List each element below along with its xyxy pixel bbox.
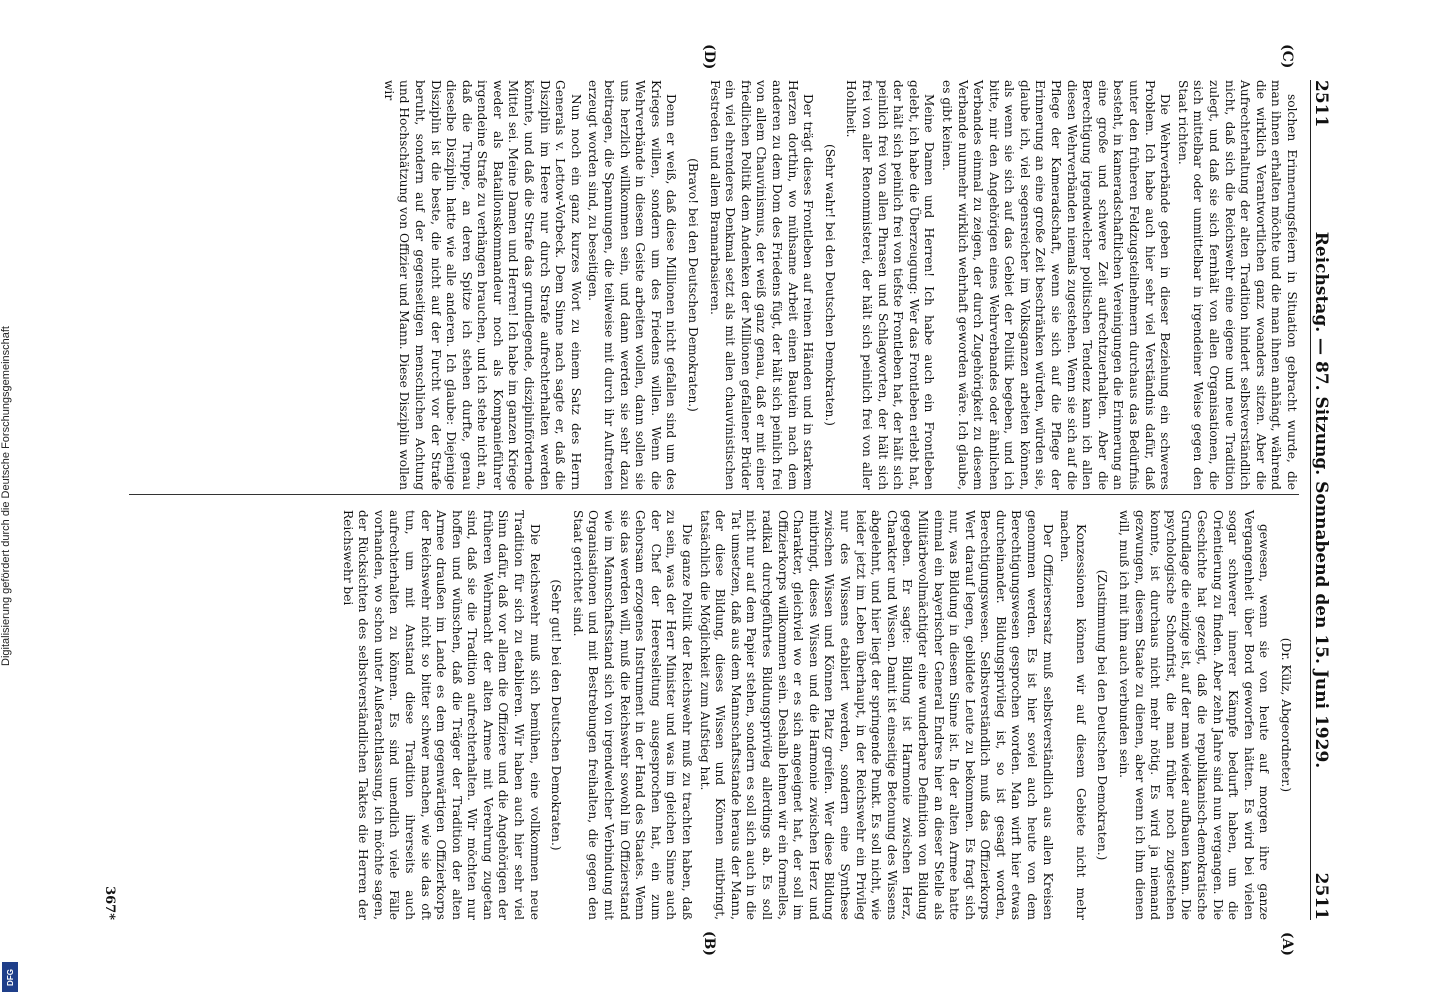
paragraph: (Sehr wahr! bei den Deutschen Demokraten.) (822, 143, 837, 427)
paragraph: (Sehr gut! bei den Deutschen Demokraten.) (549, 579, 564, 851)
page-number-left: 2511 (1311, 80, 1331, 128)
paragraph: solchen Erinnerungsfeiern in Situation gebracht wurde, die man ihnen erhalten möchte und die man ihnen anhängt, während die wirklich Verantwortlichen ganz woanders sitzen. Aber die Aufrechterhaltung der alten Tradition hindert selbstverständlich nicht, daß sich die Reichswehr eine eigene und neue Tradition zulegt, und daß sie sich fernhält von allen Organisationen, die sich mittelbar oder unmittelbar in irgendeiner Weise gegen den Staat richten. (1175, 80, 1299, 490)
paragraph: Die Reichswehr muß sich bemühen, eine vollkommen neue Tradition für sich zu etablieren. Wir haben auch hier sehr viel Sinn dafür, daß vor allem die Offiziere und die Angehörigen der früheren Wehrmacht der alten Armee mit Verehrung zugetan sind, daß sie die Tradition aufrechterhalten. Wir möchten nur hoffen und wünschen, daß die Träger der Tradition der alten Armee draußen im Lande es dem gegenwärtigen Offizierkorps der Reichswehr nicht so bitter schwer machen, wie sie das oft tun, um mit Anstand diese Tradition ihrerseits auch aufrechterhalten zu können. Es sind unendlich viele Fälle vorhanden, wo schon unter Außerachtlassung, ich möchte sagen, der Rücksichten des selbstverständlichen Taktes die Herren der Reichswehr bei (340, 510, 542, 920)
footer-page-number: 367* (102, 886, 117, 920)
paragraph: Denn er weiß, daß diese Millionen nicht gefallen sind um des Krieges willen, sondern um des Friedens willen. Wenn die Wehrverbände in diesem Geiste arbeiten wollen, dann sollen sie uns herzlich willkommen sein, und dann werden sie sehr dazu beitragen, die Spannungen, die teilweise mit durch ihr Auftreten erzeugt worden sind, zu beseitigen. (586, 80, 679, 490)
left-column (378, 80, 1299, 490)
paragraph: Der Offiziersersatz muß selbstverständlich aus allen Kreisen genommen werden. Es ist hier soviel auch heute von dem Berechtigungswesen gesprochen worden. Man wirft hier etwas durcheinander. Bildungsprivileg ist, so ist gesagt worden, Berechtigungswesen. Selbstverständlich muß das Offizierkorps Wert darauf legen, gebildete Leute zu bekommen. Es fragt sich nur, was Bildung in diesem Sinne ist. In der alten Armee hatte einmal ein bayerischer General Endres hier an dieser Stelle als Militärbevollmächtigter eine wunderbare Definition von Bildung gegeben. Er sagte: Bildung ist Harmonie zwischen Herz, Charakter und Wissen. Damit ist einseitige Betonung des Wissens abgelehnt, und hier liegt der springende Punkt. Es soll nicht, wie leider jetzt im Leben überhaupt, in der Reichswehr ein Privileg nur des Wissens etabliert werden, sondern eine Synthese zwischen Wissen und Können Platz greifen. Wer diese Bildung mitbringt, dieses Wissen und die Harmonie zwischen Herz und Charakter, gleichviel wo er es sich angeeignet hat, der soll im Offizierkorps willkommen sein. Deshalb lehnen wir ein formelles, radikal durchgeführtes Bildungsprivileg allerdings ab. Es soll nicht nur auf dem Papier stehen, sondern es soll sich auch in die Tat umsetzen, daß aus dem Mannschaftsstande heraus der Mann, der diese Bildung, dieses Wissen und Können mitbringt, tatsächlich die Möglichkeit zum Aufstieg hat. (697, 510, 1055, 920)
header-title: Reichstag. — 87. Sitzung. Sonnabend den 15. Juni 1929. (1311, 231, 1331, 769)
paragraph: Meine Damen und Herren! Ich habe auch ein Frontleben gelebt, ich habe die Überzeugung: Wer das Frontleben erlebt hat, der hält sich peinlich frei von tiefste Frontleben hat, der hält sich peinlich frei von allen Phrasen und Schlagworten, der hält sich frei von aller Renommisterei, der hält sich peinlich frei von aller Hohlheit. (844, 80, 937, 490)
paragraph: (Dr. Külz, Abgeordneter.) (1279, 637, 1293, 793)
paragraph: Die ganze Politik der Reichswehr muß zu trachten haben, daß zu sein, was der Herr Minister und was im gleichen Sinne auch der Chef der Heeresleitung ausgesprochen hat, ein zum Gehorsam erzogenes Instrument in der Hand des Staates. Wenn sie das werden will, muß die Reichswehr sowohl im Offizierstand wie im Mannschaftsstand sich von irgendwelcher Verbindung mit Organisationen und mit Bestrebungen freihalten, die gegen den Staat gerichtet sind. (570, 510, 695, 920)
paragraph: (Zustimmung bei den Deutschen Demokraten.) (1095, 569, 1110, 861)
margin-marker-d: (D) (701, 44, 717, 70)
dfg-logo-text: DFG (5, 968, 15, 986)
dfg-logo (2, 962, 18, 992)
margin-marker-b: (B) (701, 930, 717, 956)
paragraph: Konzessionen können wir auf diesem Gebiete nicht mehr machen. (1058, 510, 1088, 920)
margin-marker-c: (C) (1279, 44, 1295, 69)
paragraph: Der trägt dieses Frontleben auf reinen Händen und in starkem Herzen dorthin, wo mühsame Arbeit einen Bautein nach dem anderen zu dem Dom des Friedens fügt, der hält sich peinlich frei von allem Chauvinismus, der weiß ganz genau, daß er mit einer friedlichen Politik dem Andenken der Millionen gefallener Brüder ein viel ehrenderes Denkmal setzt als mit allen chauvinistischen Festreden und allem Bramarbasieren. (707, 80, 816, 490)
paragraph: Nun noch ein ganz kurzes Wort zu einem Satz des Herrn Generals v. Lettow-Vorbeck. Dem Sinne nach sagte er, daß die Disziplin im Heere nur durch Strafe aufrechterhalten werden könnte, und daß die Strafe das grundlegende, disziplinfördernde Mittel sei. Meine Damen und Herren! Ich habe im ganzen Kriege weder als Bataillonskommandeur noch als Kompanieführer irgendeine Strafe zu verhängen brauchen, und ich stehe nicht an, daß die Truppe, an deren Spitze ich stehen durfte, genau dieselbe Disziplin hatte wie alle anderen. Ich glaube: Diejenige Disziplin ist die beste, die nicht auf der Furcht vor der Strafe beruht, sondern auf der gegenseitigen menschlichen Achtung und Hochschätzung von Offizier und Mann. Diese Disziplin wollen wir (381, 80, 583, 490)
dfg-sidebar (0, 0, 20, 1000)
sidebar-credit: Digitalisierung gefördert durch die Deutsche Forschungsgemeinschaft (0, 326, 12, 666)
paragraph: Die Wehrverbände geben in dieser Beziehung ein schweres Problem. Ich habe auch hier sehr viel Verständnis dafür, daß unter den früheren Feldzugsteilnehmern durchaus das Bedürfnis besteht, in kameradschaftlichen Vereinigungen die Erinnerung an eine große und schwere Zeit aufrechtzuerhalten. Aber die Berechtigung irgendwelcher politischen Tendenz kann ich allen diesen Wehrverbänden niemals zugestehen. Wenn sie sich auf die Pflege der Kameradschaft, wenn sie sich auf die Pflege der Erinnerung an eine große Zeit beschränken würden, würden sie, glaube ich, viel segensreicher im Volksganzen arbeiten können, als wenn sie sich auf das Gebiet der Politik begeben, und ich bitte, mir den Angehörigen eines Wehrverbandes oder ähnlichen Verbandes einmal zu zeigen, der durch Zugehörigkeit zu diesem Verbande nunmehr wirklich wehrhaft geworden wäre. Ich glaube, es gibt keinen. (939, 80, 1173, 490)
paragraph: (Bravo! bei den Deutschen Demokraten.) (686, 158, 701, 412)
page-header (1310, 80, 1337, 920)
right-column (337, 510, 1299, 920)
paragraph: gewesen, wenn sie von heute auf morgen ihre ganze Vergangenheit über Bord geworfen hätten. Es wird bei vielen sogar schwerer innerer Kämpfe bedurft haben, um die Orientierung zu finden. Aber zehn Jahre sind nun vergangen. Die Geschichte hat gezeigt, daß die republikanisch-demokratische Grundlage die einzige ist, auf der man wieder aufbauen kann. Die psychologische Schonfrist, die man früher noch zugestehen konnte, ist durchaus nicht mehr nötig. Es wird ja niemand gezwungen, diesem Staate zu dienen, aber wenn ich ihm dienen will, muß ich mit ihm auch verbunden sein. (1117, 510, 1272, 920)
document-page (77, 40, 1357, 960)
margin-marker-a: (A) (1279, 931, 1295, 956)
column-divider (129, 494, 1299, 495)
page-number-right: 2511 (1311, 872, 1331, 920)
